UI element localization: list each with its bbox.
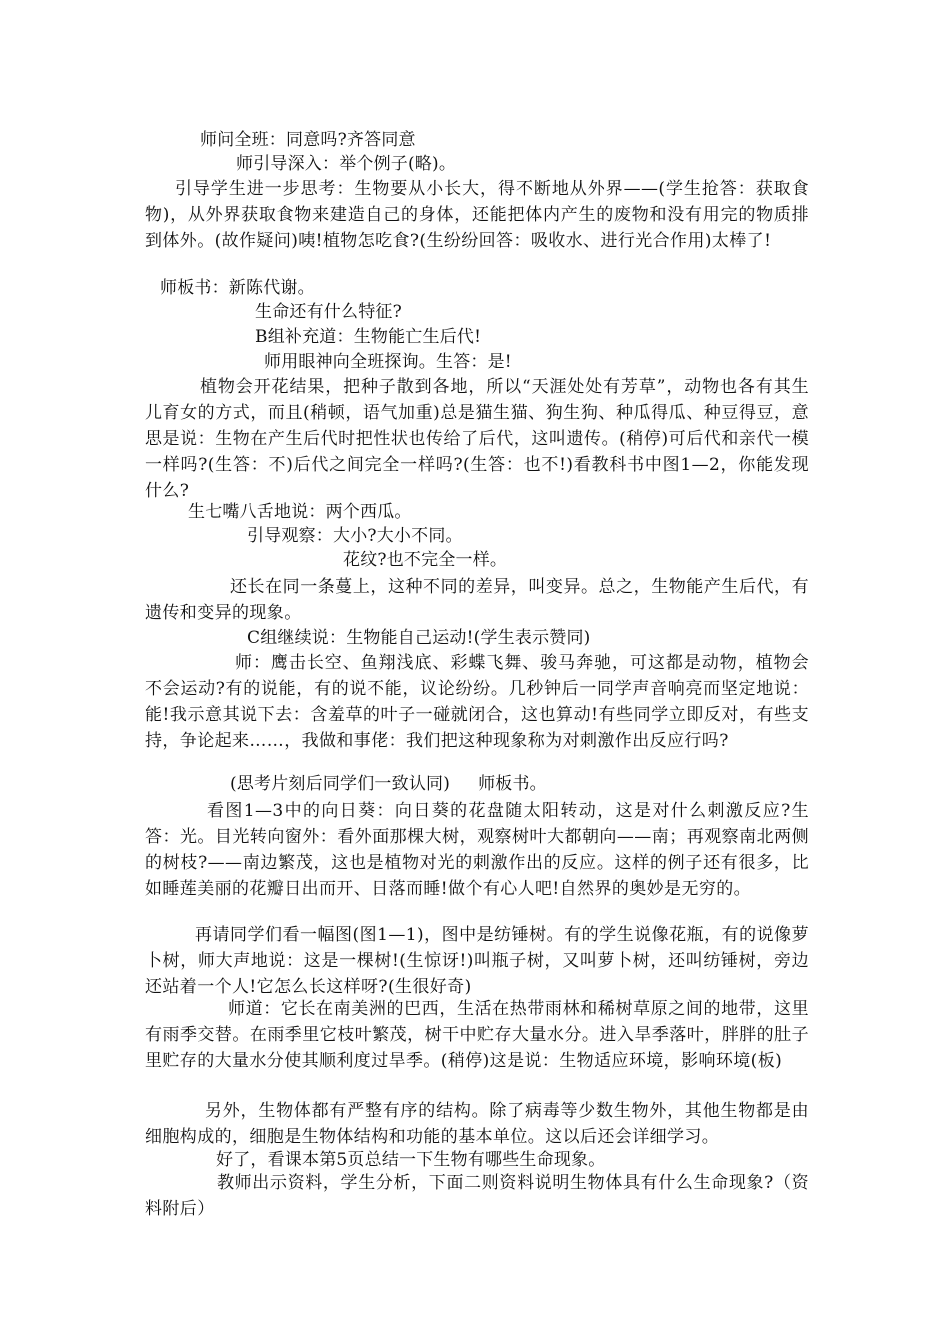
text-paragraph: 另外，生物体都有严整有序的结构。除了病毒等少数生物外，其他生物都是由细胞构成的，细胞是生物体结构和功能的基本单位。这以后还会详细学习。: [145, 1101, 809, 1147]
text-line: 花纹?也不完全一样。: [343, 550, 508, 570]
text-line: 师板书：新陈代谢。: [160, 278, 315, 298]
text-line: 师引导深入：举个例子(略)。: [236, 154, 457, 174]
text-line: 生命还有什么特征?: [255, 302, 402, 322]
text-line: 引导观察：大小?大小不同。: [247, 526, 463, 546]
text-line: C组继续说：生物能自己运动!(学生表示赞同): [247, 628, 591, 648]
text-paragraph: 师：鹰击长空、鱼翔浅底、彩蝶飞舞、骏马奔驰，可这都是动物，植物会不会运动?有的说能，有的说不能，议论纷纷。几秒钟后一同学声音响亮而坚定地说：能!我示意其说下去：含羞草的叶子一碰就闭合，这也算动!有些同学立即反对，有些支持，争论起来……，我做和事佬：我们把这种现象称为对刺激作出反应行吗?: [145, 653, 809, 751]
text-line: 好了，看课本第5页总结一下生物有哪些生命现象。: [216, 1150, 606, 1170]
text-paragraph: 教师出示资料，学生分析，下面二则资料说明生物体具有什么生命现象?（资料附后）: [145, 1173, 809, 1219]
text-line: B组补充道：生物能亡生后代!: [255, 327, 482, 347]
text-paragraph: 还长在同一条蔓上，这种不同的差异，叫变异。总之，生物能产生后代，有遗传和变异的现象。: [145, 577, 809, 623]
text-paragraph: 植物会开花结果，把种子散到各地，所以“天涯处处有芳草”，动物也各有其生儿育女的方式，而且(稍顿，语气加重)总是猫生猫、狗生狗、种瓜得瓜、种豆得豆，意思是说：生物在产生后代时把性状也传给了后代，这叫遗传。(稍停)可后代和亲代一模一样吗?(生答：不)后代之间完全一样吗?(生答：也不!)看教科书中图1—2，你能发现什么?: [145, 377, 809, 501]
text-line: 师用眼神向全班探询。生答：是!: [264, 352, 512, 372]
text-paragraph: 再请同学们看一幅图(图1—1)，图中是纺锤树。有的学生说像花瓶，有的说像萝卜树，师大声地说：这是一棵树!(生惊讶!)叫瓶子树，又叫萝卜树，还叫纺锤树，旁边还站着一个人!它怎么长这样呀?(生很好奇): [145, 925, 809, 997]
text-line: 生七嘴八舌地说：两个西瓜。: [188, 502, 412, 522]
text-paragraph: 师道：它长在南美洲的巴西，生活在热带雨林和稀树草原之间的地带，这里有雨季交替。在雨季里它枝叶繁茂，树干中贮存大量水分。进入旱季落叶，胖胖的肚子里贮存的大量水分使其顺利度过旱季。(稍停)这是说：生物适应环境，影响环境(板): [145, 999, 809, 1071]
text-line: (思考片刻后同学们一致认同) 师板书。: [230, 774, 547, 794]
text-paragraph: 看图1—3中的向日葵：向日葵的花盘随太阳转动，这是对什么刺激反应?生答：光。目光转向窗外：看外面那棵大树，观察树叶大都朝向——南；再观察南北两侧的树枝?——南边繁茂，这也是植物对光的刺激作出的反应。这样的例子还有很多，比如睡莲美丽的花瓣日出而开、日落而睡!做个有心人吧!自然界的奥妙是无穷的。: [145, 801, 809, 899]
text-paragraph: 引导学生进一步思考：生物要从小长大，得不断地从外界——(学生抢答：获取食物)，从外界获取食物来建造自己的身体，还能把体内产生的废物和没有用完的物质排到体外。(故作疑问)咦!植物怎吃食?(生纷纷回答：吸收水、进行光合作用)太棒了!: [145, 179, 809, 251]
text-line: 师问全班：同意吗?齐答同意: [200, 130, 416, 150]
